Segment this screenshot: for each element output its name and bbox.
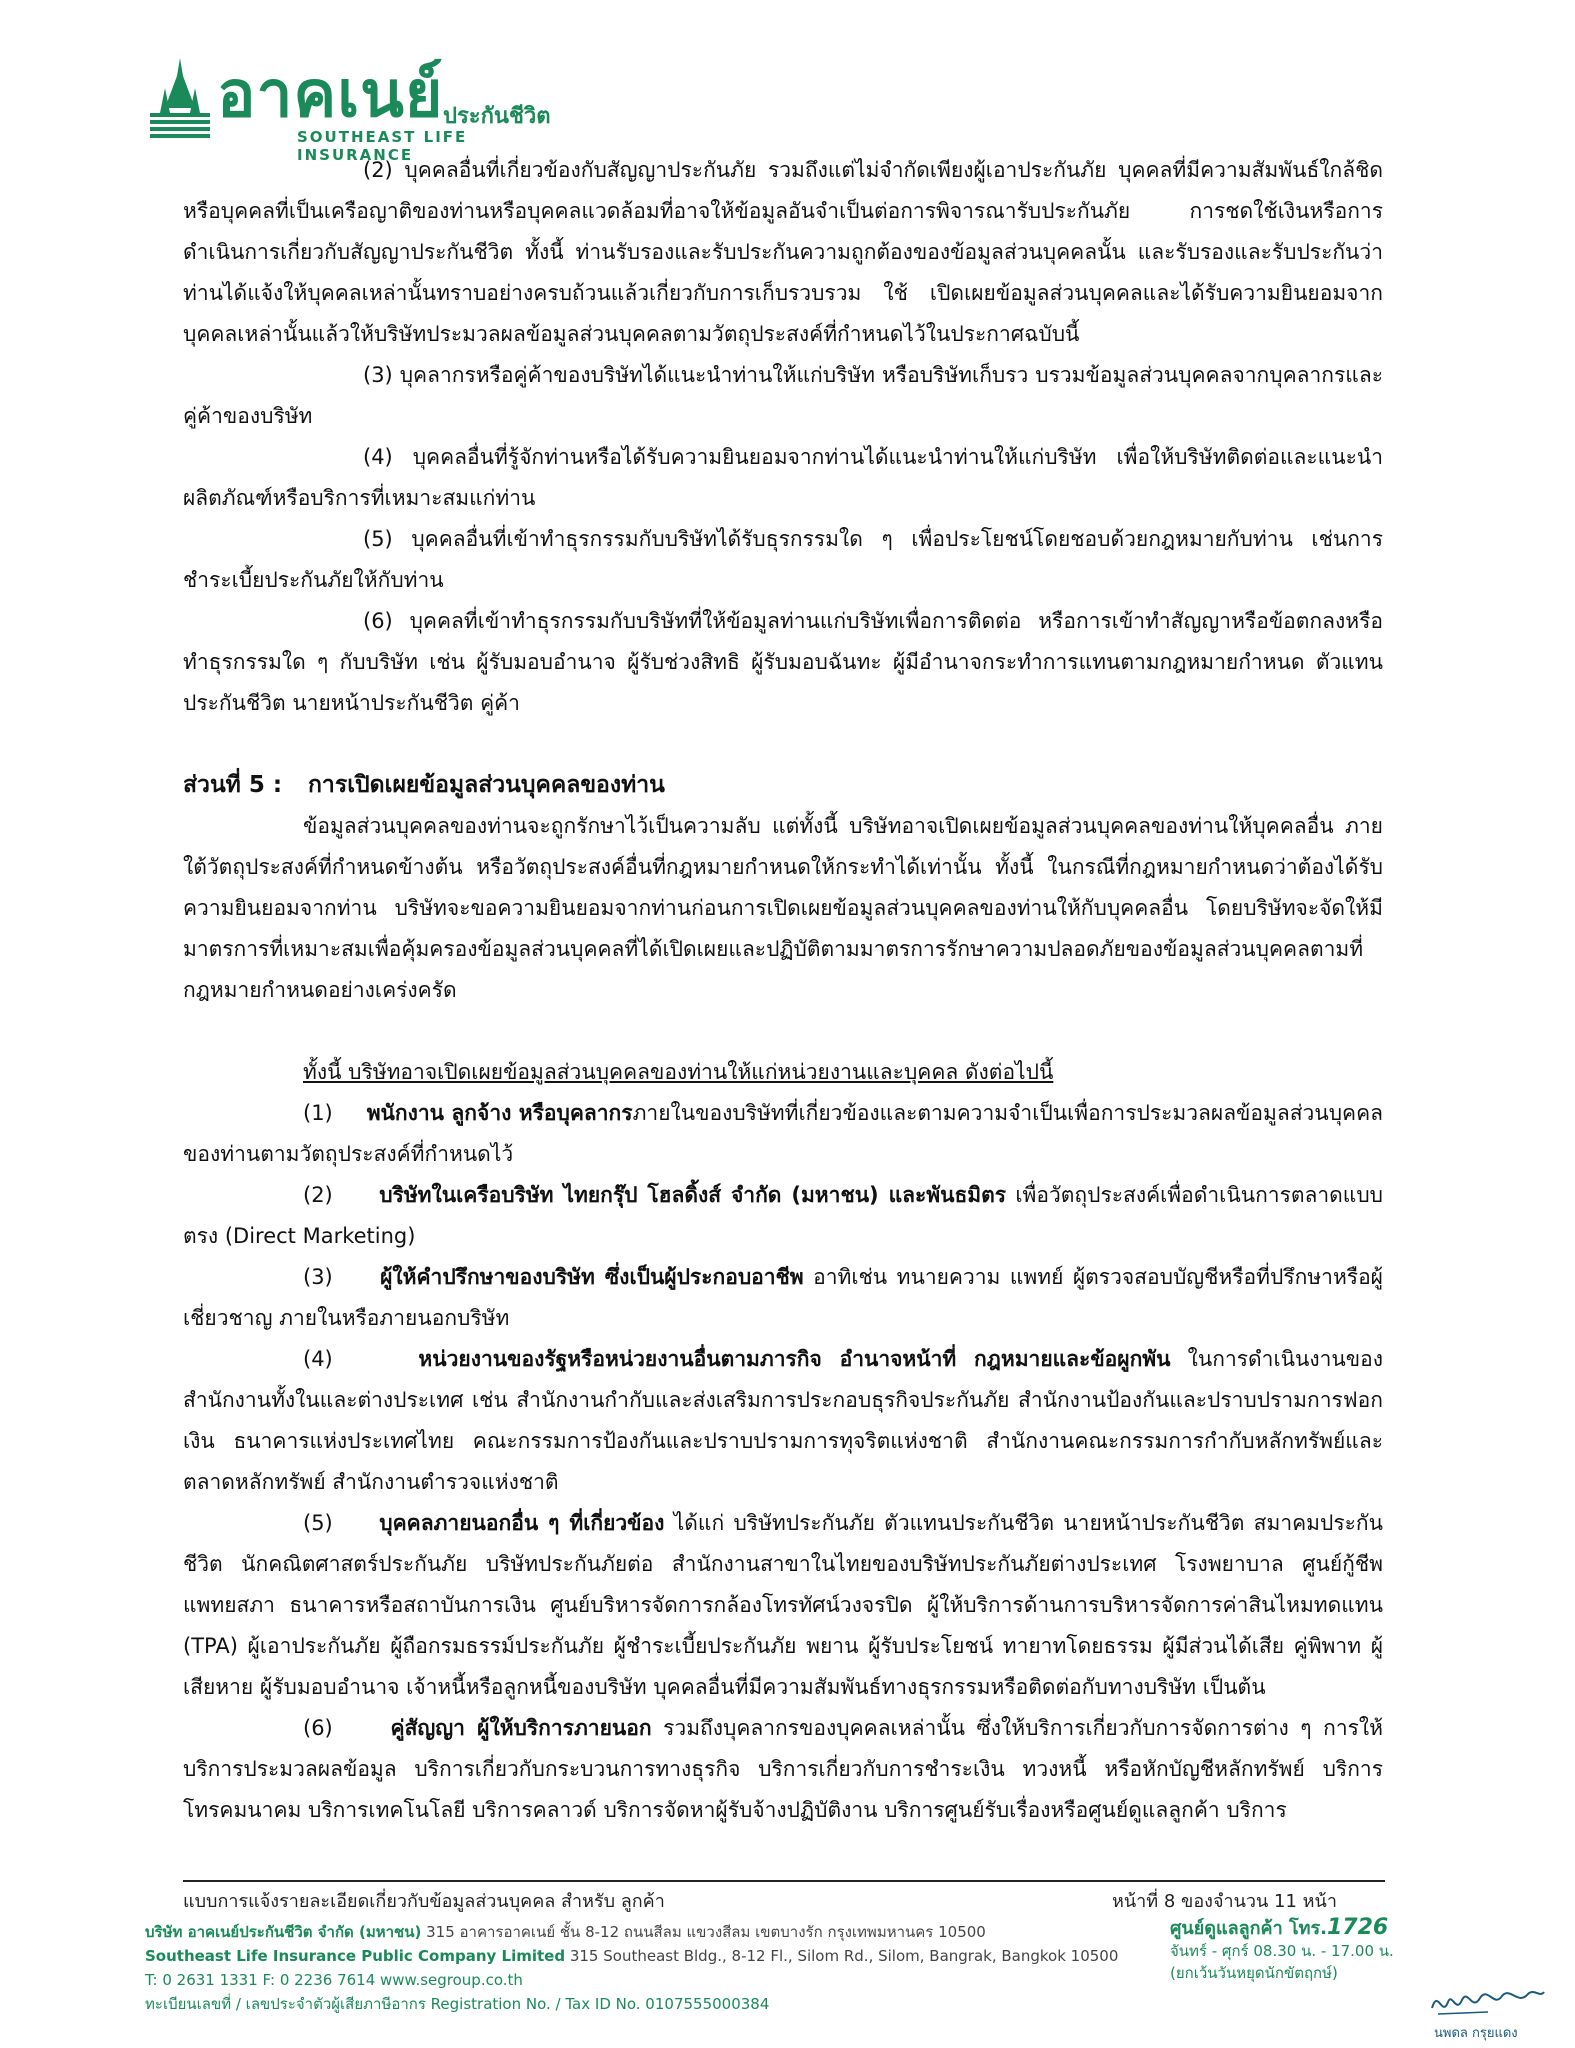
item-text: ภายในของบริษัทที่เกี่ยวข้องและตามความจำเป็นเพื่อการประมวลผลข้อมูลส่วนบุคคลของท่านตามวัตถุประสงค์ที่กำหนดไว้ [183, 1101, 1383, 1166]
footer-form-title: แบบการแจ้งรายละเอียดเกี่ยวกับข้อมูลส่วนบุคคล สำหรับ ลูกค้า [183, 1891, 665, 1912]
section-5-title: การเปิดเผยข้อมูลส่วนบุคคลของท่าน [308, 772, 665, 798]
item-number: (4) [303, 1347, 333, 1371]
customer-care-note: (ยกเว้นวันหยุดนักขัตฤกษ์) [1170, 1964, 1338, 1982]
section-5-intro: ข้อมูลส่วนบุคคลของท่านจะถูกรักษาไว้เป็นความลับ แต่ทั้งนี้ บริษัทอาจเปิดเผยข้อมูลส่วนบุคคลของท่านให้บุคคลอื่น ภายใต้วัตถุประสงค์ที่กำหนดข้างต้น หรือวัตถุประสงค์อื่นที่กฎหมายกำหนดให้กระทำได้เท่านั้น ทั้งนี้ ในกรณีที่กฎหมายกำหนดว่าต้องได้รับความยินยอมจากท่าน บริษัทจะขอความยินยอมจากท่านก่อนการเปิดเผยข้อมูลส่วนบุคคลของท่านให้กับบุคคลอื่น โดยบริษัทจะจัดให้มีมาตรการที่เหมาะสมเพื่อคุ้มครองข้อมูลส่วนบุคคลที่ได้เปิดเผยและปฏิบัติตามมาตรการรักษาความปลอดภัยของข้อมูลส่วนบุคคลตามที่กฎหมายกำหนดอย่างเคร่งครัด [183, 814, 1383, 1002]
signature-icon [1428, 1978, 1548, 2022]
disclosure-item [183, 1708, 1383, 1831]
section-5-heading [183, 765, 1383, 806]
customer-care-number: 1726 [1326, 1915, 1389, 1940]
company-logo [145, 58, 565, 164]
item-number: (6) [303, 1716, 333, 1740]
disclosure-item [183, 1175, 1383, 1257]
item-number: (5) [303, 1511, 333, 1535]
customer-care-hours: จันทร์ - ศุกร์ 08.30 น. - 17.00 น. [1170, 1942, 1394, 1960]
logo-english-text: SOUTHEAST LIFE INSURANCE [297, 128, 468, 164]
disclosure-item [183, 1339, 1383, 1503]
disclosure-list-heading-text: ทั้งนี้ บริษัทอาจเปิดเผยข้อมูลส่วนบุคคลของท่านให้แก่หน่วยงานและบุคคล ดังต่อไปนี้ [303, 1060, 1054, 1084]
logo-sub-thai-text: ประกันชีวิต [443, 104, 551, 129]
item-bold-text: พนักงาน ลูกจ้าง หรือบุคลากร [366, 1101, 633, 1125]
item-number: (1) [303, 1101, 333, 1125]
document-body [183, 150, 1383, 1831]
company-th-line [145, 1920, 1118, 1944]
item-bold-text: บุคคลภายนอกอื่น ๆ ที่เกี่ยวข้อง [379, 1511, 665, 1535]
paragraph-item-3: (3) บุคลากรหรือคู่ค้าของบริษัทได้แนะนำท่านให้แก่บริษัท หรือบริษัทเก็บรว บรวมข้อมูลส่วนบุคคลจากบุคลากรและคู่ค้าของบริษัท [183, 363, 1383, 428]
company-tax-id: ทะเบียนเลขที่ / เลขประจำตัวผู้เสียภาษีอากร Registration No. / Tax ID No. 0107555000384 [145, 1995, 770, 2013]
footer-divider [183, 1880, 1385, 1882]
item-text: อาทิเช่น ทนายความ แพทย์ ผู้ตรวจสอบบัญชีหรือที่ปรึกษาหรือผู้เชี่ยวชาญ ภายในหรือภายนอกบริษัท [183, 1265, 1383, 1330]
item-number: (2) [303, 1183, 333, 1207]
company-info [145, 1920, 1118, 2016]
signer-name: นพดล กรุยแดง [1434, 2026, 1518, 2041]
disclosure-list-heading [183, 1052, 1383, 1093]
temple-logo-icon [145, 58, 215, 138]
disclosure-item [183, 1503, 1383, 1708]
section-5-label: ส่วนที่ 5 : [183, 772, 283, 798]
company-en-name: Southeast Life Insurance Public Company Limited [145, 1947, 566, 1965]
company-th-address: 315 อาคารอาคเนย์ ชั้น 8-12 ถนนสีลม แขวงสีลม เขตบางรัก กรุงเทพมหานคร 10500 [421, 1923, 986, 1941]
item-bold-text: หน่วยงานของรัฐหรือหน่วยงานอื่นตามภารกิจ อำนาจหน้าที่ กฎหมายและข้อผูกพัน [418, 1347, 1171, 1371]
company-contact: T: 0 2631 1331 F: 0 2236 7614 www.segroup.co.th [145, 1971, 523, 1989]
company-en-line [145, 1944, 1118, 1968]
item-bold-text: คู่สัญญา ผู้ให้บริการภายนอก [390, 1716, 652, 1740]
paragraph-item-4: (4) บุคคลอื่นที่รู้จักท่านหรือได้รับความยินยอมจากท่านได้แนะนำท่านให้แก่บริษัท เพื่อให้บริษัทติดต่อและแนะนำผลิตภัณฑ์หรือบริการที่เหมาะสมแก่ท่าน [183, 445, 1383, 510]
customer-care-info [1170, 1917, 1394, 1984]
item-text: ได้แก่ บริษัทประกันภัย ตัวแทนประกันชีวิต นายหน้าประกันชีวิต สมาคมประกันชีวิต นักคณิตศาสตร์ประกันภัย บริษัทประกันภัยต่อ สำนักงานสาขาในไทยของบริษัทประกันภัยต่างประเทศ โรงพยาบาล ศูนย์กู้ชีพ แพทยสภา ธนาคารหรือสถาบันการเงิน ศูนย์บริหารจัดการกล้องโทรทัศน์วงจรปิด ผู้ให้บริการด้านการบริหารจัดการค่าสินไหมทดแทน (TPA) ผู้เอาประกันภัย ผู้ถือกรมธรรม์ประกันภัย ผู้ชำระเบี้ยประกันภัย พยาน ผู้รับประโยชน์ ทายาทโดยธรรม ผู้มีส่วนได้เสีย คู่พิพาท ผู้เสียหาย ผู้รับมอบอำนาจ เจ้าหนี้หรือลูกหนี้ของบริษัท บุคคลอื่นที่มีความสัมพันธ์ทางธุรกรรมหรือติดต่อกับทางบริษัท เป็นต้น [183, 1511, 1383, 1699]
logo-thai-text: อาคเนย์ [217, 58, 444, 132]
item-bold-text: ผู้ให้คำปรึกษาของบริษัท ซึ่งเป็นผู้ประกอบอาชีพ [380, 1265, 804, 1289]
item-text: ในการดำเนินงานของสำนักงานทั้งในและต่างประเทศ เช่น สำนักงานกำกับและส่งเสริมการประกอบธุรกิจประกันภัย สำนักงานป้องกันและปราบปรามการฟอกเงิน ธนาคารแห่งประเทศไทย คณะกรรมการป้องกันและปราบปรามการทุจริตแห่งชาติ สำนักงานคณะกรรมการกำกับหลักทรัพย์และตลาดหลักทรัพย์ สำนักงานตำรวจแห่งชาติ [183, 1347, 1383, 1494]
item-text: เพื่อวัตถุประสงค์เพื่อดำเนินการตลาดแบบตรง (Direct Marketing) [183, 1183, 1383, 1248]
disclosure-item [183, 1093, 1383, 1175]
item-number: (3) [303, 1265, 333, 1289]
paragraph-item-6: (6) บุคคลที่เข้าทำธุรกรรมกับบริษัทที่ให้ข้อมูลท่านแก่บริษัทเพื่อการติดต่อ หรือการเข้าทำสัญญาหรือข้อตกลงหรือทำธุรกรรมใด ๆ กับบริษัท เช่น ผู้รับมอบอำนาจ ผู้รับช่วงสิทธิ ผู้รับมอบฉันทะ ผู้มีอำนาจกระทำการแทนตามกฎหมายกำหนด ตัวแทนประกันชีวิต นายหน้าประกันชีวิต คู่ค้า [183, 609, 1383, 715]
company-en-address: 315 Southeast Bldg., 8-12 Fl., Silom Rd., Silom, Bangrak, Bangkok 10500 [565, 1947, 1119, 1965]
footer-page-info: หน้าที่ 8 ของจำนวน 11 หน้า [1112, 1891, 1337, 1912]
paragraph-item-2: (2) บุคคลอื่นที่เกี่ยวข้องกับสัญญาประกันภัย รวมถึงแต่ไม่จำกัดเพียงผู้เอาประกันภัย บุคคลที่มีความสัมพันธ์ใกล้ชิด หรือบุคคลที่เป็นเครือญาติของท่านหรือบุคคลแวดล้อมที่อาจให้ข้อมูลอันจำเป็นต่อการพิจารณารับประกันภัย การชดใช้เงินหรือการดำเนินการเกี่ยวกับสัญญาประกันชีวิต ทั้งนี้ ท่านรับรองและรับประกันความถูกต้องของข้อมูลส่วนบุคคลนั้น และรับรองและรับประกันว่าท่านได้แจ้งให้บุคคลเหล่านั้นทราบอย่างครบถ้วนแล้วเกี่ยวกับการเก็บรวบรวม ใช้ เปิดเผยข้อมูลส่วนบุคคลและได้รับความยินยอมจากบุคคลเหล่านั้นแล้วให้บริษัทประมวลผลข้อมูลส่วนบุคคลตามวัตถุประสงค์ที่กำหนดไว้ในประกาศฉบับนี้ [183, 158, 1383, 346]
paragraph-item-5: (5) บุคคลอื่นที่เข้าทำธุรกรรมกับบริษัทได้รับธุรกรรมใด ๆ เพื่อประโยชน์โดยชอบด้วยกฎหมายกับท่าน เช่นการชำระเบี้ยประกันภัยให้กับท่าน [183, 527, 1383, 592]
item-bold-text: บริษัทในเครือบริษัท ไทยกรุ๊ป โฮลดิ้งส์ จำกัด (มหาชน) และพันธมิตร [379, 1183, 1007, 1207]
company-th-name: บริษัท อาคเนย์ประกันชีวิต จำกัด (มหาชน) [145, 1923, 422, 1941]
item-text: รวมถึงบุคลากรของบุคคลเหล่านั้น ซึ่งให้บริการเกี่ยวกับการจัดการต่าง ๆ การให้บริการประมวลผลข้อมูล บริการเกี่ยวกับกระบวนการทางธุรกิจ บริการเกี่ยวกับการชำระเงิน ทวงหนี้ หรือหักบัญชีหลักทรัพย์ บริการโทรคมนาคม บริการเทคโนโลยี บริการคลาวด์ บริการจัดหาผู้รับจ้างปฏิบัติงาน บริการศูนย์รับเรื่องหรือศูนย์ดูแลลูกค้า บริการ [183, 1716, 1383, 1822]
customer-care-title: ศูนย์ดูแลลูกค้า โทร. [1170, 1918, 1327, 1939]
disclosure-item [183, 1257, 1383, 1339]
customer-care-title-line [1170, 1917, 1394, 1940]
